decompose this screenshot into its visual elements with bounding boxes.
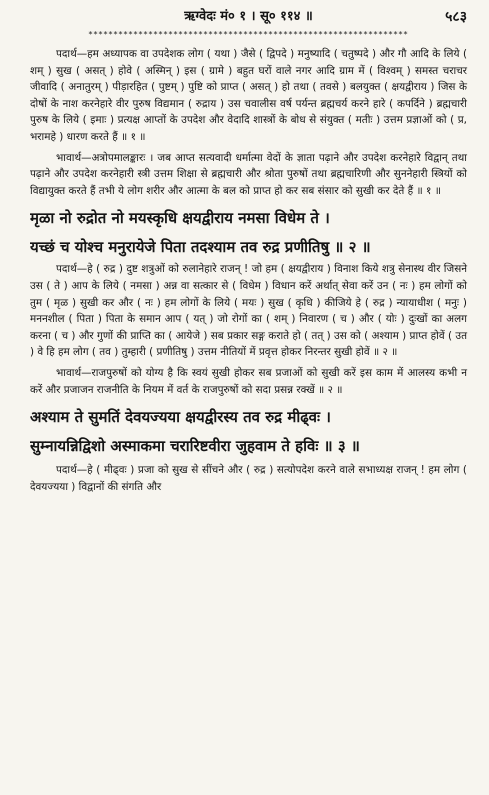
- bhavartha-paragraph: भावार्थ—अत्रोपमालङ्कारः । जब आप्त सत्यवादी धर्मात्मा वेदों के ज्ञाता पढ़ाने और उपदेश करनेहारे विद्वान् तथा पढ़ाने और उपदेश करनेहारी स्त्री उत्तम शिक्षा से ब्रह्मचारी और श्रोता पुरुषों तथा ब्रह्मचारिणी और सुननेहारी स्त्रियों को विद्यायुक्त करते हैं तभी ये लोग शरीर और आत्मा के बल को प्राप्त हो कर सब संसार को सुखी कर देते हैं ॥ १ ॥: [30, 151, 467, 197]
- separator-rule: ****************************************************************: [88, 30, 409, 39]
- mantra-line: अश्याम ते सुमतिं देवयज्यया क्षयद्वीरस्य तव रुद्र मीढ्वः ।: [30, 408, 331, 427]
- page-header: [30, 6, 467, 28]
- page-number: ५८३: [445, 9, 467, 25]
- mantra-line: यच्छं च योश्च मनुरायेजे पिता तदश्याम तव रुद्र प्रणीतिषु ॥ २ ॥: [30, 238, 371, 257]
- padartha-paragraph: पदार्थ—हे ( रुद्र ) दुष्ट शत्रुओं को रुलानेहारे राजन् ! जो हम ( क्षयद्वीराय ) विनाश किये शत्रु सेनास्थ वीर जिसने उस ( ते ) आप के लिये ( नमसा ) अन्न वा सत्कार से ( विधेम ) विधान करें अर्थात् सेवा करें उन ( नः ) हम लोगों को तुम ( मृळ ) सुखी कर और ( नः ) हम लोगों के लिये ( मयः ) सुख ( कृधि ) कीजिये हे ( रुद्र ) न्यायाधीश ( मनुः ) मननशील ( पिता ) पिता के समान आप ( यत् ) जो रोगों का ( शम् ) निवारण ( च ) और ( योः ) दुःखों का अलग करना ( च ) और गुणों की प्राप्ति का ( आयेजे ) सब प्रकार सङ्ग कराते हो ( तत् ) उस को ( अश्याम ) प्राप्त होवें ( उत ) वे हि हम लोग ( तव ) तुम्हारी ( प्रणीतिषु ) उत्तम नीतियों में प्रवृत्त होकर निरन्तर सुखी होवें ॥ २ ॥: [30, 263, 467, 359]
- mantra-line: सुम्नायन्निद्विशो अस्माकमा चरारिष्टवीरा जुहवाम ते हविः ॥ ३ ॥: [30, 437, 360, 456]
- mantra-line: मृळा नो रुद्रोत नो मयस्कृधि क्षयद्वीराय नमसा विधेम ते ।: [30, 209, 330, 228]
- running-title: ऋग्वेदः मं० १ । सू० ११४ ॥: [184, 9, 313, 24]
- padartha-paragraph: पदार्थ—हे ( मीढ्वः ) प्रजा को सुख से सींचने और ( रुद्र ) सत्योपदेश करने वाले सभाध्यक्ष राजन् ! हम लोग ( देवयज्यया ) विद्वानों की संगति और: [30, 464, 467, 493]
- padartha-paragraph: पदार्थ—हम अध्यापक वा उपदेशक लोग ( यथा ) जैसे ( द्विपदे ) मनुष्यादि ( चतुष्पदे ) और गौ आदि के लिये ( शम् ) सुख ( असत् ) होवे ( अस्मिन् ) इस ( ग्रामे ) बहुत घरों वाले नगर आदि ग्राम में ( विश्वम् ) समस्त चराचर जीवादि ( अनातुरम् ) पीड़ारहित ( पुष्टम् ) पुष्टि को प्राप्त ( असत् ) हो तथा ( तवसे ) बलयुक्त ( क्षयद्वीराय ) जिस के दोषों के नाश करनेहारे वीर पुरुष विद्यमान ( रुद्राय ) उस चवालीस वर्ष पर्यन्त ब्रह्मचर्य करने हारे ( कपर्दिने ) ब्रह्मचारी पुरुष के लिये ( इमाः ) प्रत्यक्ष आप्तों के उपदेश और वेदादि शास्त्रों के बोध से संयुक्त ( मतीः ) उत्तम प्रज्ञाओं को ( प्र, भरामहे ) धारण करते हैं ॥ १ ॥: [30, 48, 467, 143]
- bhavartha-paragraph: भावार्थ—राजपुरुषों को योग्य है कि स्वयं सुखी होकर सब प्रजाओं को सुखी करें इस काम में आलस्य कभी न करें और प्रजाजन राजनीति के नियम में वर्त के राजपुरुषों को सदा प्रसन्न रक्खें ॥ २ ॥: [30, 366, 467, 396]
